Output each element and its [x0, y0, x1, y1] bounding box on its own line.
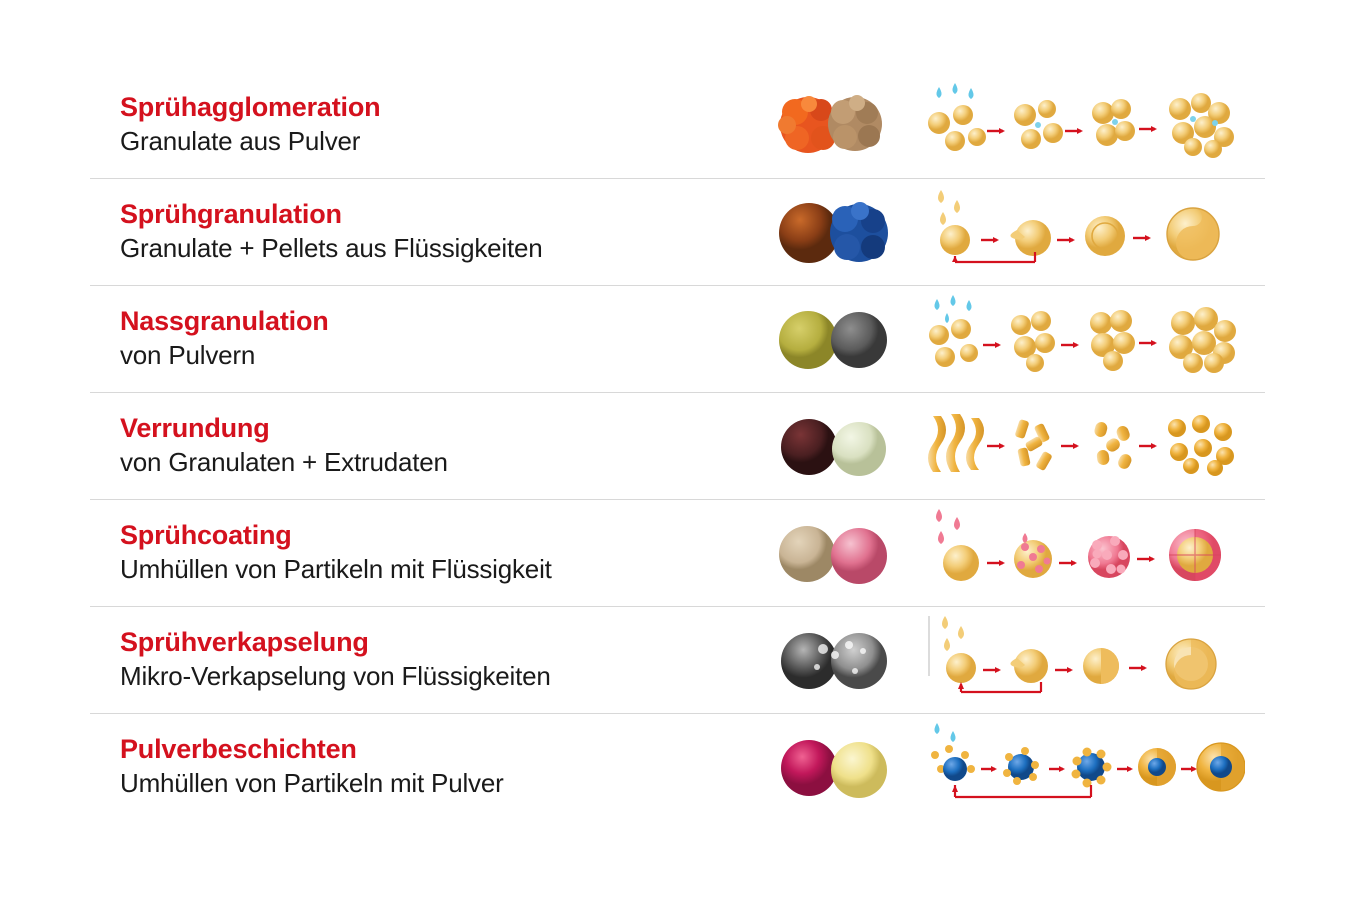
row-diagram	[915, 79, 1265, 171]
row-text	[90, 413, 750, 478]
row-diagram	[915, 507, 1265, 599]
process-row	[90, 607, 1265, 714]
wet-granulation-process-diagram	[925, 293, 1245, 385]
spheronisation-process-diagram	[925, 400, 1245, 492]
magenta-and-yellow-powder-coated-particles-photo	[763, 722, 903, 812]
row-subtitle: von Pulvern	[120, 340, 256, 371]
row-subtitle: Umhüllen von Partikeln mit Flüssigkeit	[120, 554, 552, 585]
row-diagram	[915, 614, 1265, 706]
row-text	[90, 92, 750, 157]
row-photo	[750, 187, 915, 277]
row-subtitle: Mikro-Verkapselung von Flüssigkeiten	[120, 661, 551, 692]
row-photo	[750, 401, 915, 491]
spray-granulation-process-diagram	[925, 186, 1245, 278]
row-diagram	[915, 400, 1265, 492]
row-title: Sprühcoating	[120, 520, 292, 551]
row-photo	[750, 615, 915, 705]
row-diagram	[915, 293, 1265, 385]
process-row	[90, 500, 1265, 607]
row-subtitle: von Granulaten + Extrudaten	[120, 447, 448, 478]
row-title: Sprühagglomeration	[120, 92, 381, 123]
spray-agglomeration-process-diagram	[925, 79, 1245, 171]
row-diagram	[915, 721, 1265, 813]
row-title: Sprühgranulation	[120, 199, 342, 230]
row-title: Nassgranulation	[120, 306, 329, 337]
row-title: Sprühverkapselung	[120, 627, 369, 658]
spray-coating-process-diagram	[925, 507, 1245, 599]
beige-and-pink-coated-particles-photo	[763, 508, 903, 598]
row-text	[90, 627, 750, 692]
row-text	[90, 520, 750, 585]
row-photo	[750, 722, 915, 812]
row-photo	[750, 508, 915, 598]
row-text	[90, 734, 750, 799]
spray-encapsulation-process-diagram	[925, 614, 1245, 706]
dark-red-and-pale-green-rounded-particles-photo	[763, 401, 903, 491]
row-diagram	[915, 186, 1265, 278]
brown-and-blue-granule-pellets-photo	[763, 187, 903, 277]
row-subtitle: Granulate aus Pulver	[120, 126, 361, 157]
process-row-list	[90, 72, 1265, 820]
row-photo	[750, 294, 915, 384]
row-text	[90, 306, 750, 371]
process-row	[90, 72, 1265, 179]
process-row	[90, 179, 1265, 286]
process-row	[90, 393, 1265, 500]
row-subtitle: Umhüllen von Partikeln mit Pulver	[120, 768, 504, 799]
orange-and-brown-agglomerate-granules-photo	[763, 80, 903, 170]
row-text	[90, 199, 750, 264]
row-title: Pulverbeschichten	[120, 734, 357, 765]
process-row	[90, 286, 1265, 393]
greyscale-microcapsule-micrograph-photo	[763, 615, 903, 705]
row-photo	[750, 80, 915, 170]
row-title: Verrundung	[120, 413, 270, 444]
process-row	[90, 714, 1265, 820]
row-subtitle: Granulate + Pellets aus Flüssigkeiten	[120, 233, 543, 264]
yellow-and-grey-wet-granules-photo	[763, 294, 903, 384]
powder-coating-process-diagram	[925, 721, 1245, 813]
